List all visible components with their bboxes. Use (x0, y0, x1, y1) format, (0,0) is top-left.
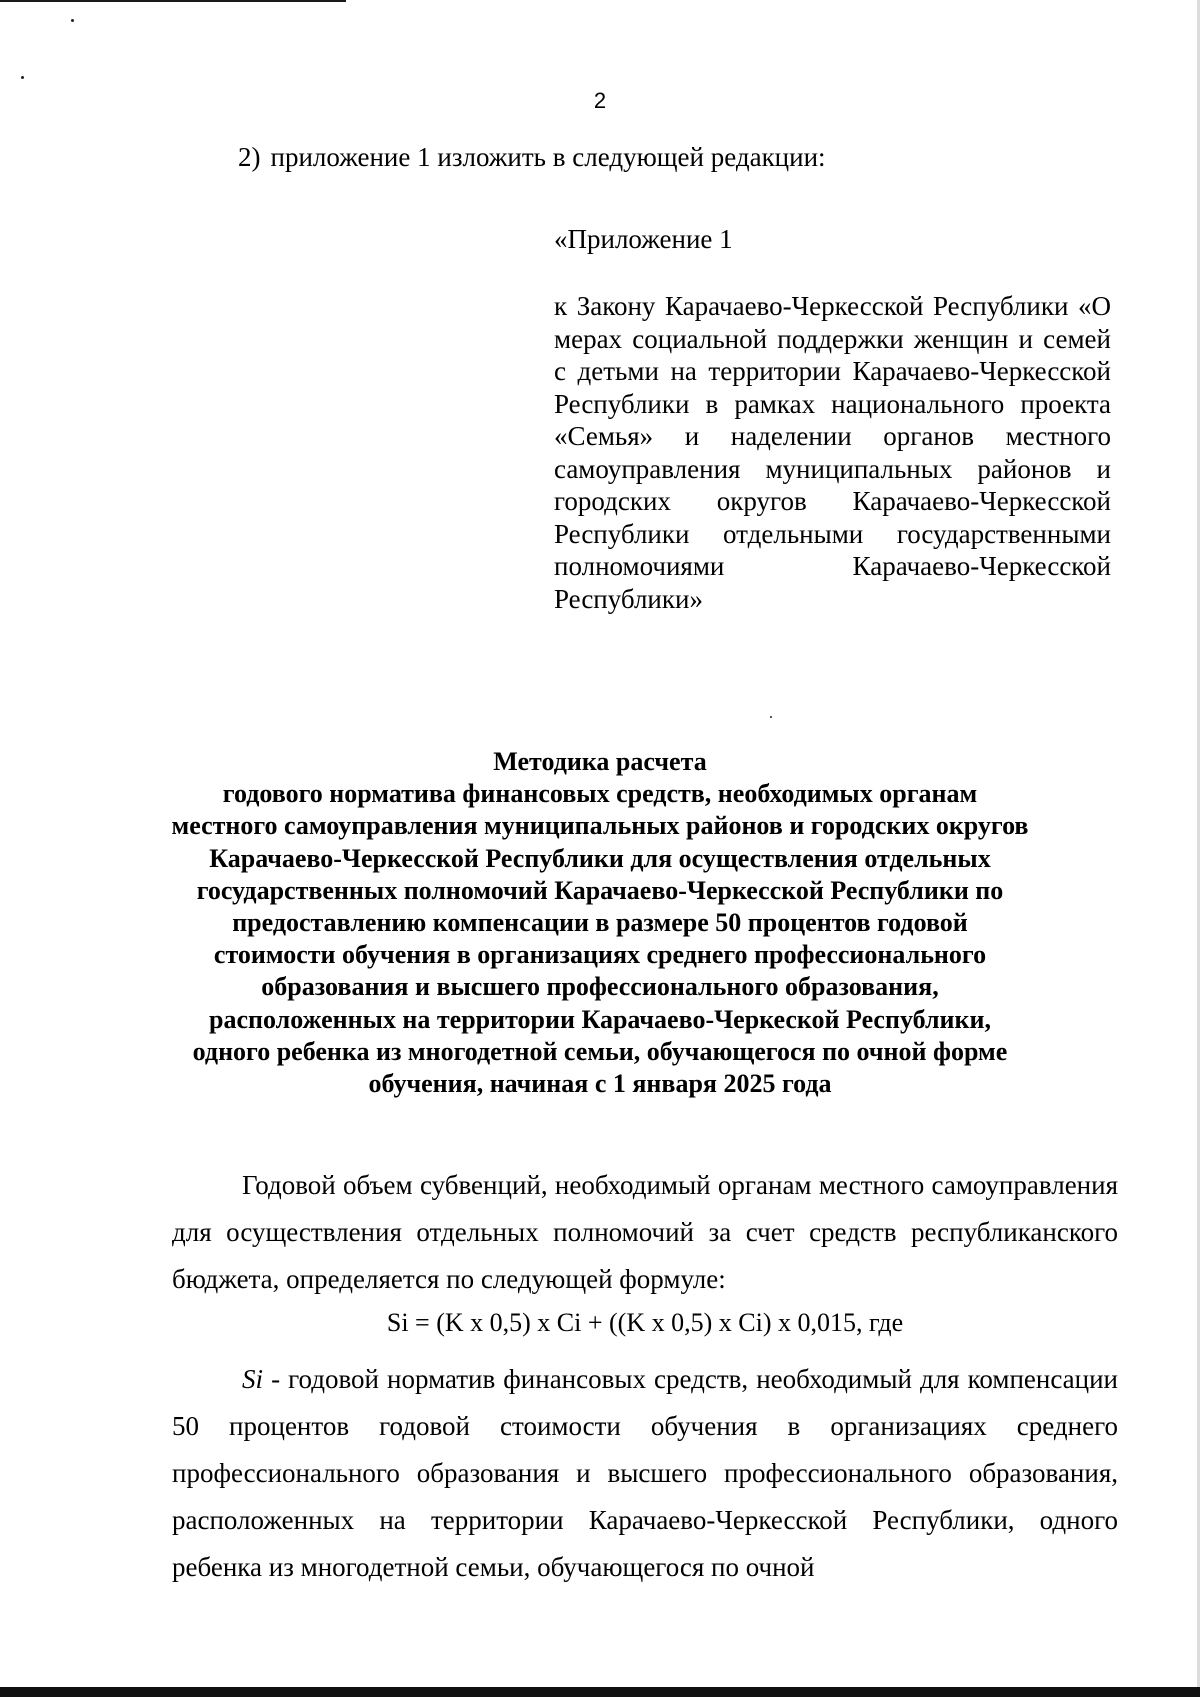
formula-term: Si (242, 1364, 264, 1394)
page-number: 2 (593, 88, 607, 113)
scan-speck (21, 76, 24, 79)
term-definition: - годовой норматив финансовых средств, необходимый для компенсации 50 процентов годовой стоимости обучения в организациях среднего профессионального образования и высшего профессионального образования, расположенных на территории Карачаево-Черкесской Республики, одного ребенка из многодетной семьи, обучающегося по очной (172, 1364, 1118, 1582)
scan-edge-top (0, 0, 346, 2)
heading-line: расположенных на территории Карачаево-Черкеской Республики, (209, 1004, 991, 1034)
item-number: 2) (238, 142, 261, 172)
scan-speck (770, 716, 772, 718)
item-text: приложение 1 изложить в следующей редакции: (270, 142, 826, 172)
scan-edge-bottom (0, 1687, 1200, 1697)
formula: Si = (K x 0,5) x Ci + ((K x 0,5) x Ci) x 0,015, где (386, 1308, 904, 1337)
appendix-law-reference: к Закону Карачаево-Черкесской Республики «О мерах социальной поддержки женщин и семей с детьми на территории Карачаево-Черкесской Республики в рамках национального проекта «Семья» и наделении органов местного самоуправления муниципальных районов и городских округов Карачаево-Черкесской Республики отдельными государственными полномочиями Карачаево-Черкесской Республики» (554, 291, 1111, 614)
heading-line: Методика расчета (493, 747, 707, 776)
heading-line: образования и высшего профессионального образования, (261, 972, 939, 1002)
heading-line: одного ребенка из многодетной семьи, обучающегося по очной форме (192, 1036, 1008, 1066)
paragraph-si-definition (172, 1356, 1118, 1591)
heading-line: обучения, начиная с 1 января 2025 года (368, 1069, 832, 1099)
scan-speck (71, 19, 74, 22)
amendment-item (238, 142, 826, 173)
heading-line: стоимости обучения в организациях среднего профессионального (213, 940, 987, 970)
heading-line: предоставлению компенсации в размере 50 процентов годовой (232, 908, 968, 938)
appendix-label: «Приложение 1 (554, 224, 733, 254)
methodology-heading (150, 746, 1050, 1100)
heading-line: Карачаево-Черкесской Республики для осуществления отдельных (209, 843, 991, 873)
heading-line: местного самоуправления муниципальных районов и городских округов (171, 811, 1029, 841)
heading-line: годового норматива финансовых средств, необходимых органам (222, 779, 978, 809)
paragraph-subvention-volume: Годовой объем субвенций, необходимый органам местного самоуправления для осуществления отдельных полномочий за счет средств республиканского бюджета, определяется по следующей формуле: (172, 1170, 1118, 1294)
heading-line: государственных полномочий Карачаево-Черкесской Республики по (196, 875, 1004, 905)
